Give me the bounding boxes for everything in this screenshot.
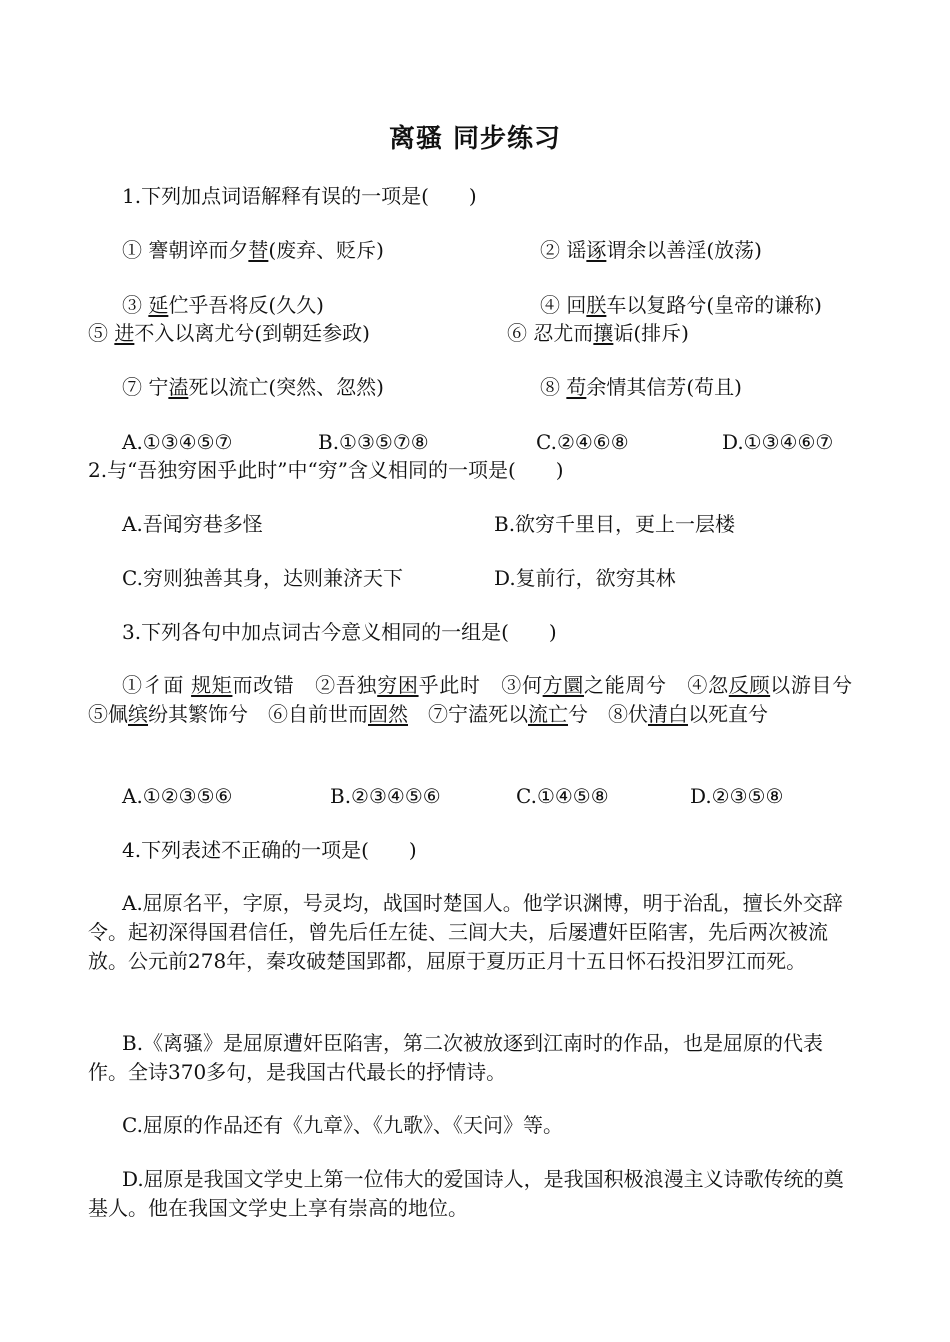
q4-stem: 4.下列表述不正确的一项是( ) bbox=[122, 838, 417, 862]
q4-option-d: D.屈原是我国文学史上第一位伟大的爱国诗人，是我国积极浪漫主义诗歌传统的奠基人。他在我国文学史上享有崇高的地位。 bbox=[88, 1167, 844, 1220]
q1-stem: 1.下列加点词语解释有误的一项是( ) bbox=[122, 184, 477, 208]
q1-item-5: ⑤ 进不入以离尤兮(到朝廷参政) bbox=[88, 321, 370, 345]
q3-items bbox=[88, 671, 852, 729]
q3-item-3: ③何方圜之能周兮 bbox=[501, 673, 667, 697]
q1-item-7: ⑦ 宁溘死以流亡(突然、忽然) bbox=[122, 375, 384, 399]
q3-item-4: ④忽反顾以游目兮 bbox=[687, 673, 853, 697]
q3-item-1: ①彳面 规矩而改错 bbox=[122, 673, 295, 697]
q3-option-d: D.②③⑤⑧ bbox=[690, 784, 784, 808]
q3-stem: 3.下列各句中加点词古今意义相同的一组是( ) bbox=[122, 620, 557, 644]
q1-item-8: ⑧ 苟余情其信芳(苟且) bbox=[540, 375, 742, 399]
q1-item-3: ③ 延伫乎吾将反(久久) bbox=[122, 293, 324, 317]
page-title: 离骚 同步练习 bbox=[388, 124, 562, 154]
q3-item-7: ⑦宁溘死以流亡兮 bbox=[428, 702, 588, 726]
q3-option-b: B.②③④⑤⑥ bbox=[330, 784, 441, 808]
q2-option-c: C.穷则独善其身，达则兼济天下 bbox=[122, 566, 403, 590]
q2-option-b: B.欲穷千里目，更上一层楼 bbox=[494, 512, 736, 536]
q3-item-6: ⑥自前世而固然 bbox=[268, 702, 408, 726]
q1-item-1: ① 謇朝谇而夕替(废弃、贬斥) bbox=[122, 238, 384, 262]
q4-option-a: A.屈原名平，字原，号灵均，战国时楚国人。他学识渊博，明于治乱，擅长外交辞令。起初深得国君信任，曾先后任左徒、三闾大夫，后屡遭奸臣陷害，先后两次被流放。公元前278年，秦攻破楚国郢都，屈原于夏历正月十五日怀石投汨罗江而死。 bbox=[88, 891, 843, 973]
q3-option-a: A.①②③⑤⑥ bbox=[122, 784, 233, 808]
q1-item-6: ⑥ 忍尤而攘诟(排斥) bbox=[507, 321, 689, 345]
q3-item-5: ⑤佩缤纷其繁饰兮 bbox=[88, 702, 248, 726]
q4-option-c: C.屈原的作品还有《九章》、《九歌》、《天问》等。 bbox=[122, 1113, 563, 1137]
q4-option-b: B.《离骚》是屈原遭奸臣陷害，第二次被放逐到江南时的作品，也是屈原的代表作。全诗370多句，是我国古代最长的抒情诗。 bbox=[88, 1031, 824, 1084]
q1-item-2: ② 谣诼谓余以善淫(放荡) bbox=[540, 238, 762, 262]
q3-item-2: ②吾独穷困乎此时 bbox=[315, 673, 481, 697]
q2-option-a: A.吾闻穷巷多怪 bbox=[122, 512, 263, 536]
q3-option-c: C.①④⑤⑧ bbox=[516, 784, 609, 808]
q2-option-d: D.复前行，欲穷其林 bbox=[494, 566, 676, 590]
q1-item-4: ④ 回朕车以复路兮(皇帝的谦称) bbox=[540, 293, 822, 317]
q1-option-d: D.①③④⑥⑦ bbox=[722, 430, 834, 454]
q1-option-b: B.①③⑤⑦⑧ bbox=[318, 430, 429, 454]
q2-stem: 2.与“吾独穷困乎此时”中“穷”含义相同的一项是( ) bbox=[88, 458, 564, 482]
q3-item-8: ⑧伏清白以死直兮 bbox=[608, 702, 768, 726]
q1-option-c: C.②④⑥⑧ bbox=[536, 430, 629, 454]
q1-option-a: A.①③④⑤⑦ bbox=[122, 430, 233, 454]
